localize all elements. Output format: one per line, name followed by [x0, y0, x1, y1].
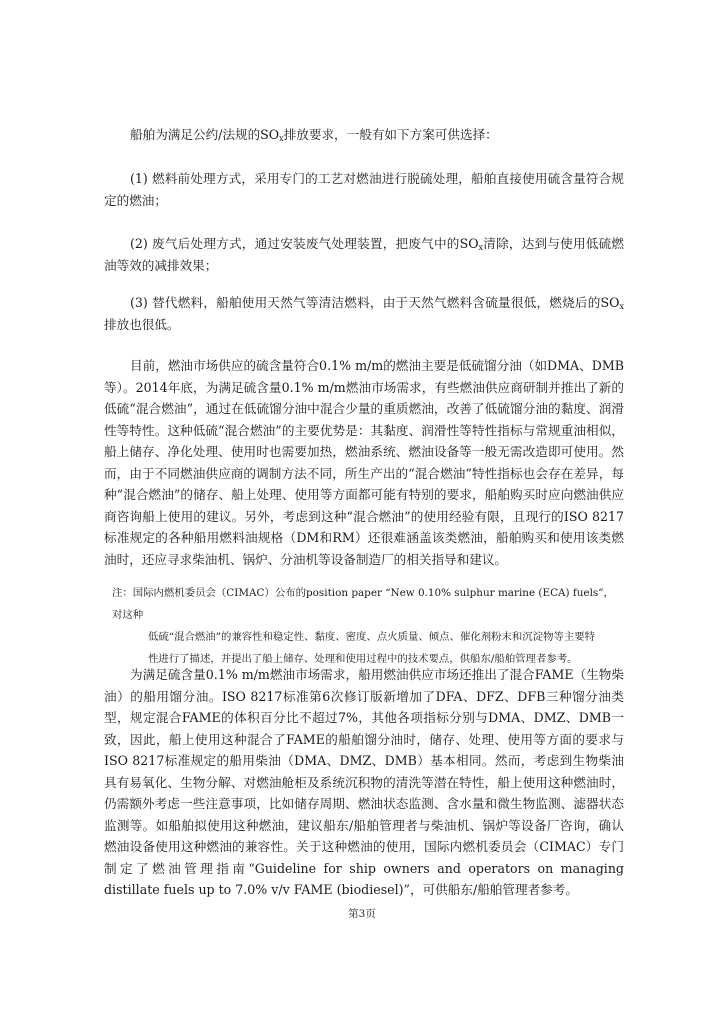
page-number: 第3页: [348, 908, 376, 920]
note-line-3: 性进行了描述，并提出了船上储存、处理和使用过程中的技术要点，供船东/船舶管理者参考。: [148, 653, 578, 665]
note-line-2: 低硫“混合燃油”的兼容性和稳定性、黏度、密度、点火质量、倾点、催化剂粉末和沉淀物等主要特: [148, 631, 596, 643]
option-1-paragraph: [104, 168, 624, 211]
blend-fuel-text: 目前，燃油市场供应的硫含量符合0.1% m/m的燃油主要是低硫馏分油（如DMA、DMB等）。2014年底，为满足硫含量0.1% m/m燃油市场需求，有些燃油供应商研制并推出了新的低硫“混合燃油”，通过在低硫馏分油中混合少量的重质燃油，改善了低硫馏分油的黏度、润滑性等特性。这种低硫“混合燃油”的主要优势是：其黏度、润滑性等特性指标与常规重油相似，船上储存、净化处理、使用时也需要加热，燃油系统、燃油设备等一般无需改造即可使用。然而，由于不同燃油供应商的调制方法不同，所生产出的“混合燃油”特性指标也会存在差异，每种“混合燃油”的储存、船上处理、使用等方面都可能有特别的要求，船舶购买时应向燃油供应商咨询船上使用的建议。另外，考虑到这种“混合燃油”的使用经验有限，且现行的ISO 8217标准规定的各种船用燃料油规格（DM和RM）还很难涵盖该类燃油，船舶购买和使用该类燃油时，还应寻求柴油机、锅炉、分油机等设备制造厂的相关指导和建议。: [104, 358, 624, 567]
option-3-text: (3) 替代燃料，船舶使用天然气等清洁燃料，由于天然气燃料含硫量很低，燃烧后的SO: [130, 295, 620, 310]
option-2-text-end: 清除，达到与使用低硫燃油等效的减排效果；: [104, 236, 625, 273]
option-1-text: (1) 燃料前处理方式，采用专门的工艺对燃油进行脱硫处理，船舶直接使用硫含量符合规定的燃油；: [104, 171, 624, 208]
subscript-x: x: [279, 134, 284, 143]
cimac-note: [112, 582, 624, 670]
subscript-x: x: [619, 302, 624, 311]
intro-text-end: 排放要求，一般有如下方案可供选择：: [283, 127, 498, 142]
option-3-paragraph: [104, 292, 624, 335]
blend-fuel-paragraph: [104, 355, 624, 570]
option-2-paragraph: [104, 233, 624, 276]
intro-text: 船舶为满足公约/法规的SO: [130, 127, 280, 142]
subscript-x: x: [478, 243, 484, 252]
fame-text: 为满足硫含量0.1% m/m燃油市场需求，船用燃油供应市场还推出了混合FAME（生物柴油）的船用馏分油。ISO 8217标准第6次修订版新增加了DFA、DFZ、DFB三种馏分油类型，规定混合FAME的体积百分比不超过7%，其他各项指标分别与DMA、DMZ、DMB一致，因此，船上使用这种混合了FAME的船舶馏分油时，储存、处理、使用等方面的要求与ISO 8217标准规定的船用柴油（DMA、DMZ、DMB）基本相同。然而，考虑到生物柴油具有易氧化、生物分解、对燃油舱柜及系统沉积物的清洗等潜在特性，船上使用这种燃油时，仍需额外考虑一些注意事项，比如储存周期、燃油状态监测、含水量和微生物监测、滤器状态监测等。如船舶拟使用这种燃油，建议船东/船舶管理者与柴油机、锅炉等设备厂咨询，确认燃油设备使用这种燃油的兼容性。关于这种燃油的使用，国际内燃机委员会（CIMAC）专门制定了燃油管理指南“Guideline for ship owners and operators on managing distillate fuels up to 7.0% v/v FAME (biodiesel)”，可供船东/船舶管理者参考。: [104, 667, 624, 897]
option-2-text: (2) 废气后处理方式，通过安装废气处理装置，把废气中的SO: [130, 236, 479, 251]
option-3-text-end: 排放也很低。: [104, 316, 180, 332]
intro-paragraph: [104, 124, 624, 146]
note-line-1: 注：国际内燃机委员会（CIMAC）公布的position paper “New 0.10% sulphur marine (ECA) fuels”，对这种: [112, 587, 614, 621]
fame-paragraph: [104, 664, 624, 901]
